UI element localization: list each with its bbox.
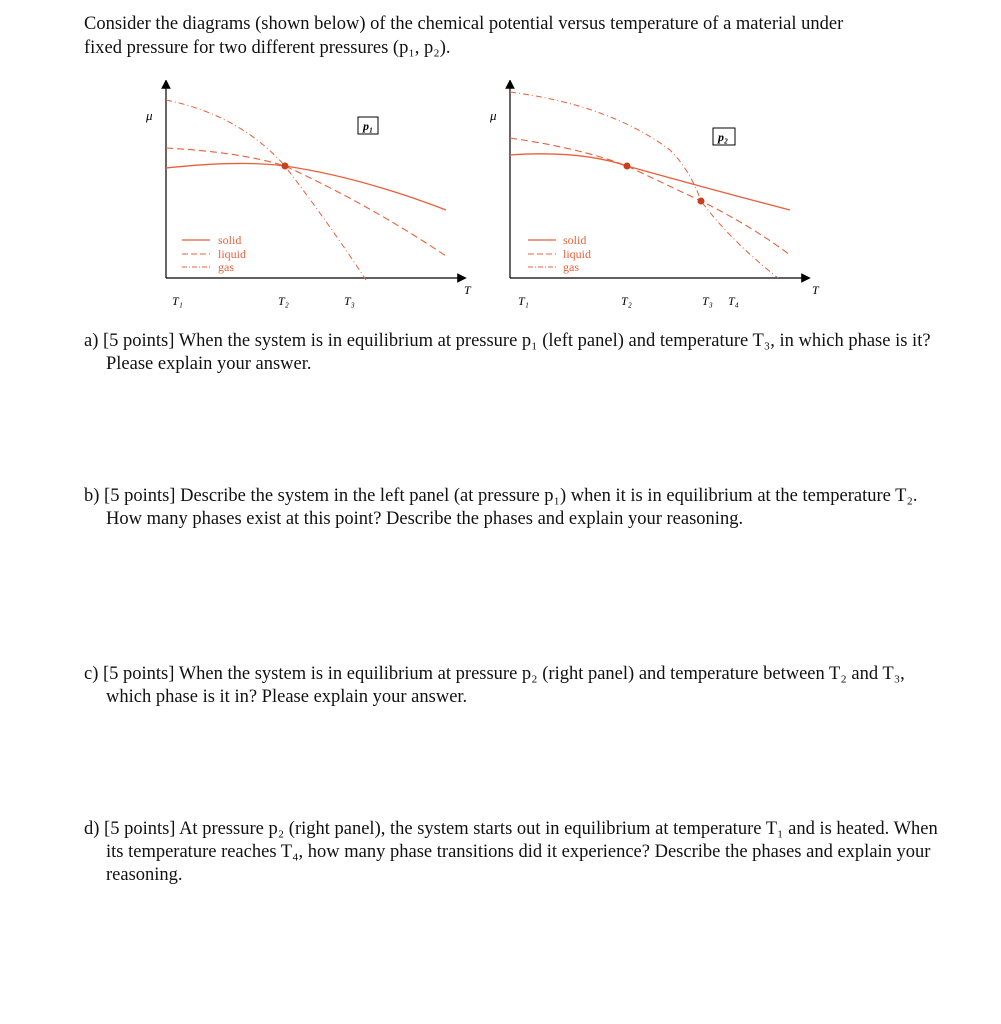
right-solid-curve [510,154,790,210]
left-tick-t2: T₂ [278,294,289,308]
legend-solid-label: solid [218,233,242,247]
left-tick-t1: T₁ [172,294,183,308]
right-legend [528,233,591,274]
question-a-text: a) [5 points] When the system is in equilibrium at pressure p₁ (left panel) and temperature T₃, in which phase is it? Please explain your answer. [84,331,931,374]
right-t-label: T [812,283,819,297]
left-legend [182,233,246,274]
right-tick-t3: T₃ [702,294,713,308]
legend-gas-label: gas [218,260,234,274]
question-b [84,485,954,531]
right-tick-t2: T₂ [621,294,632,308]
right-pressure-label: p₂ [718,130,729,144]
left-mu-label: μ [146,108,153,123]
right-mu-label: μ [490,108,497,123]
question-a [84,330,954,376]
legend-liquid-label: liquid [218,247,247,261]
left-panel [145,84,472,308]
question-c [84,663,954,709]
left-tick-t3: T₃ [344,294,355,308]
right-solid-liquid-point [624,163,631,170]
right-liquid-gas-point [698,198,705,205]
right-panel [489,84,820,308]
right-gas-curve [510,92,778,278]
chemical-potential-figure [130,80,830,320]
question-d-text: d) [5 points] At pressure p₂ (right panel), the system starts out in equilibrium at temperature T₁ and is heated. When its temperature reaches T₄, how many phase transitions did it experience? Describe the phases and explain your reasoning. [84,819,938,885]
question-b-text: b) [5 points] Describe the system in the left panel (at pressure p₁) when it is in equilibrium at the temperature T₂. How many phases exist at this point? Describe the phases and explain your reasoning. [84,486,918,529]
question-c-text: c) [5 points] When the system is in equilibrium at pressure p₂ (right panel) and temperature between T₂ and T₃, which phase is it in? Please explain your answer. [84,664,905,707]
legend-gas-label: gas [563,260,579,274]
left-triple-point [282,163,289,170]
diagram-svg [130,80,830,320]
right-liquid-curve [510,138,790,255]
question-d [84,818,954,887]
legend-liquid-label: liquid [563,247,592,261]
left-solid-curve [166,163,446,210]
left-pressure-label: p₁ [363,119,374,133]
right-tick-t1: T₁ [518,294,529,308]
legend-solid-label: solid [563,233,587,247]
left-t-label: T [464,283,471,297]
intro-line-1: Consider the diagrams (shown below) of the chemical potential versus temperature of a material under [84,14,844,34]
intro-text [84,12,944,60]
left-gas-curve [166,100,366,280]
intro-line-2: fixed pressure for two different pressures (p₁, p₂). [84,38,451,58]
right-tick-t4: T₄ [728,294,739,308]
